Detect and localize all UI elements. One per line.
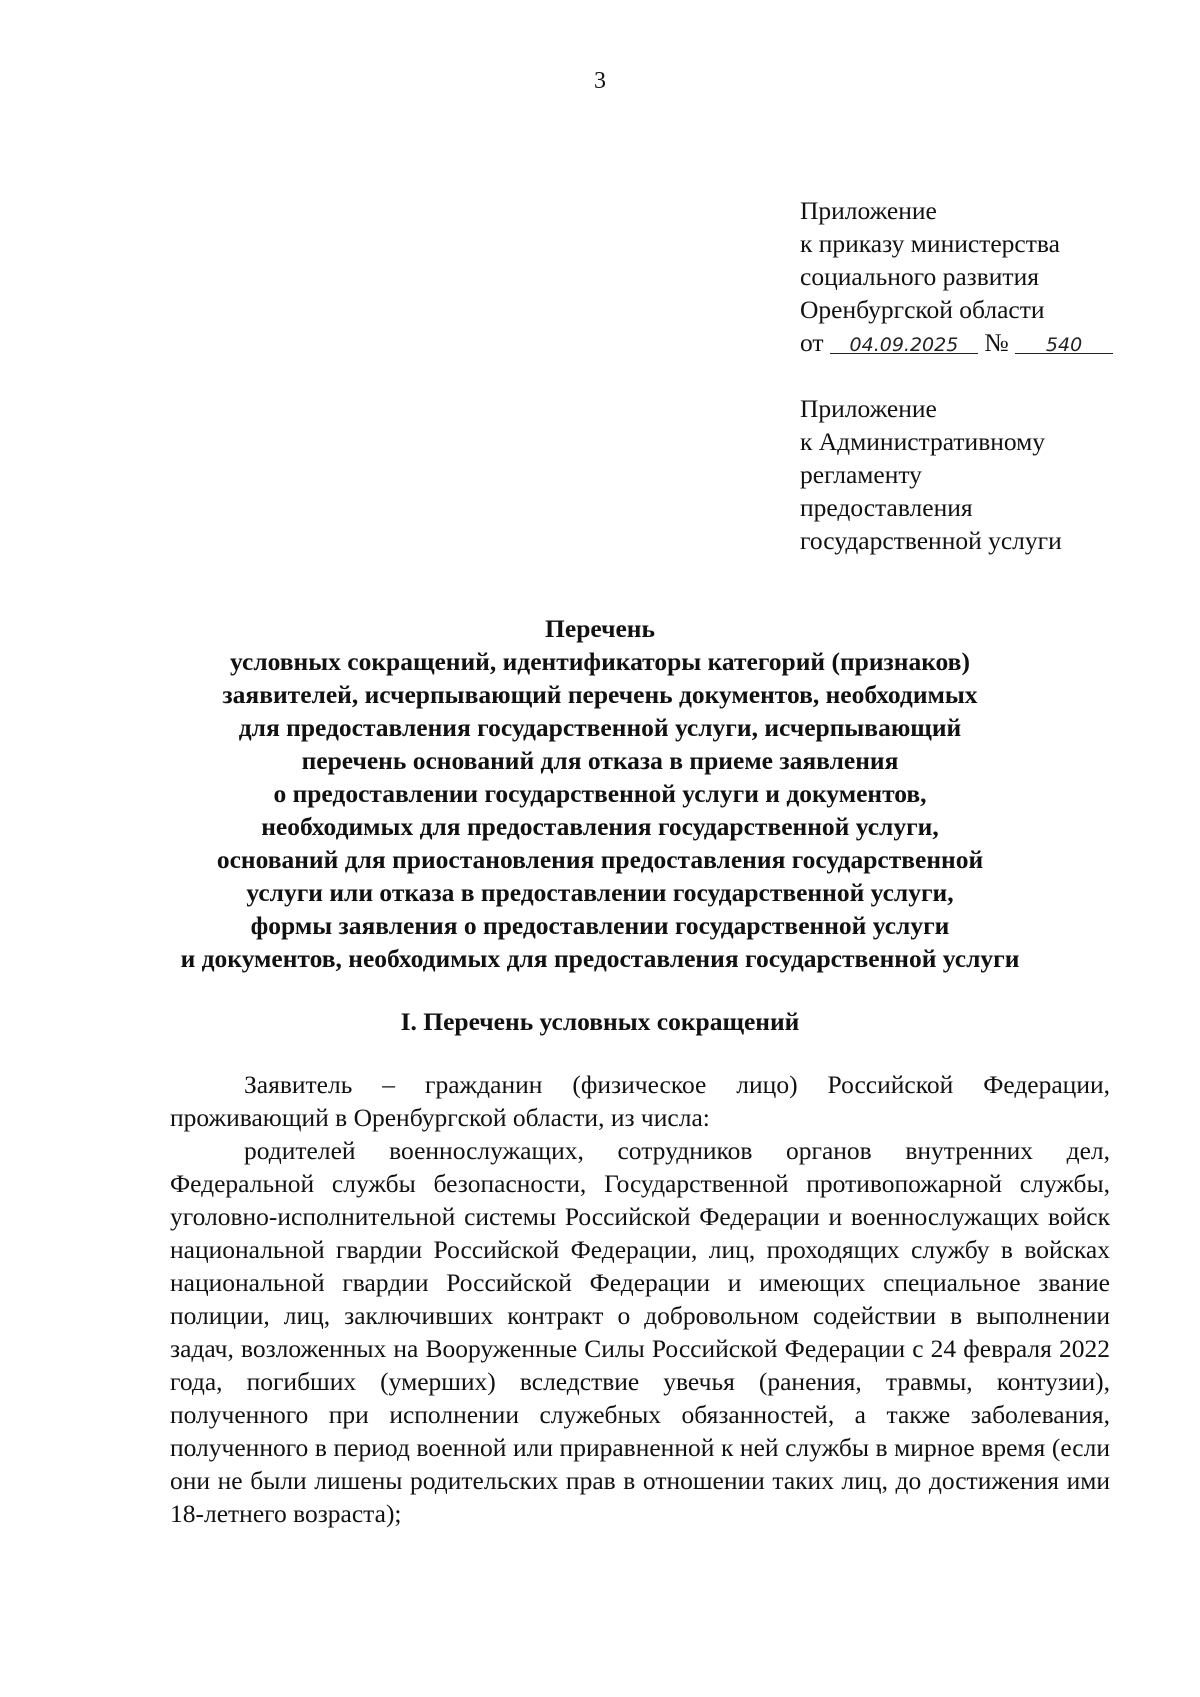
paragraph-text: Заявитель – гражданин (физическое лицо) Российской Федерации, проживающий в Оренбургской области, из числа: [170,1070,1110,1132]
title-line: Перечень [545,614,655,643]
page-number: 3 [594,68,606,94]
title-line: заявителей, исчерпывающий перечень документов, необходимых [222,680,978,709]
order-number: 540 [1045,334,1083,356]
from-label: от [800,328,824,357]
title-line: условных сокращений, идентификаторы категорий (признаков) [230,647,970,676]
title-line: перечень оснований для отказа в приеме заявления [301,746,899,775]
title-line: оснований для приостановления предоставления государственной [216,845,984,874]
appendix-regulation-block [800,392,1160,557]
title-line: о предоставлении государственной услуги и документов, [273,779,927,808]
appendix-regulation-line: к Административному [800,427,1046,456]
appendix-order-line: Приложение [800,196,937,225]
title-line: необходимых для предоставления государственной услуги, [261,812,939,841]
appendix-regulation-line: государственной услуги [800,526,1062,555]
order-date: 04.09.2025 [849,334,959,356]
paragraph-text: родителей военнослужащих, сотрудников органов внутренних дел, Федеральной службы безопасности, Государственной противопожарной службы, уголовно-исполнительной системы Российской Федерации и военнослужащих войск национальной гвардии Российской Федерации, лиц, проходящих службу в войсках национальной гвардии Российской Федерации и имеющих специальное звание полиции, лиц, заключивших контракт о добровольном содействии в выполнении задач, возложенных на Вооруженные Силы Российской Федерации с 24 февраля 2022 года, погибших (умерших) вследствие увечья (ранения, травмы, контузии), полученного при исполнении служебных обязанностей, а также заболевания, полученного в период военной или приравненной к ней службы в мирное время (если они не были лишены родительских прав в отношении таких лиц, до достижения ими 18-летнего возраста); [170,1136,1110,1528]
appendix-regulation-line: предоставления [800,493,973,522]
appendix-order-date-line [800,326,1160,359]
appendix-regulation-line: регламенту [800,460,922,489]
number-sign: № [984,328,1009,357]
appendix-order-line: Оренбургской области [800,295,1045,324]
title-line: и документов, необходимых для предоставления государственной услуги [180,944,1020,973]
title-line: услуги или отказа в предоставлении государственной услуги, [246,878,954,907]
body-paragraph-parents [170,1134,1110,1530]
title-line: для предоставления государственной услуги, исчерпывающий [238,713,962,742]
section-heading: I. Перечень условных сокращений [400,1007,800,1036]
document-title [0,612,1200,975]
appendix-order-line: к приказу министерства [800,229,1060,258]
appendix-regulation-line: Приложение [800,394,937,423]
appendix-order-block [800,194,1160,359]
appendix-order-line: социального развития [800,262,1039,291]
body-paragraph-applicant [170,1068,1110,1134]
title-line: формы заявления о предоставлении государственной услуги [250,911,950,940]
